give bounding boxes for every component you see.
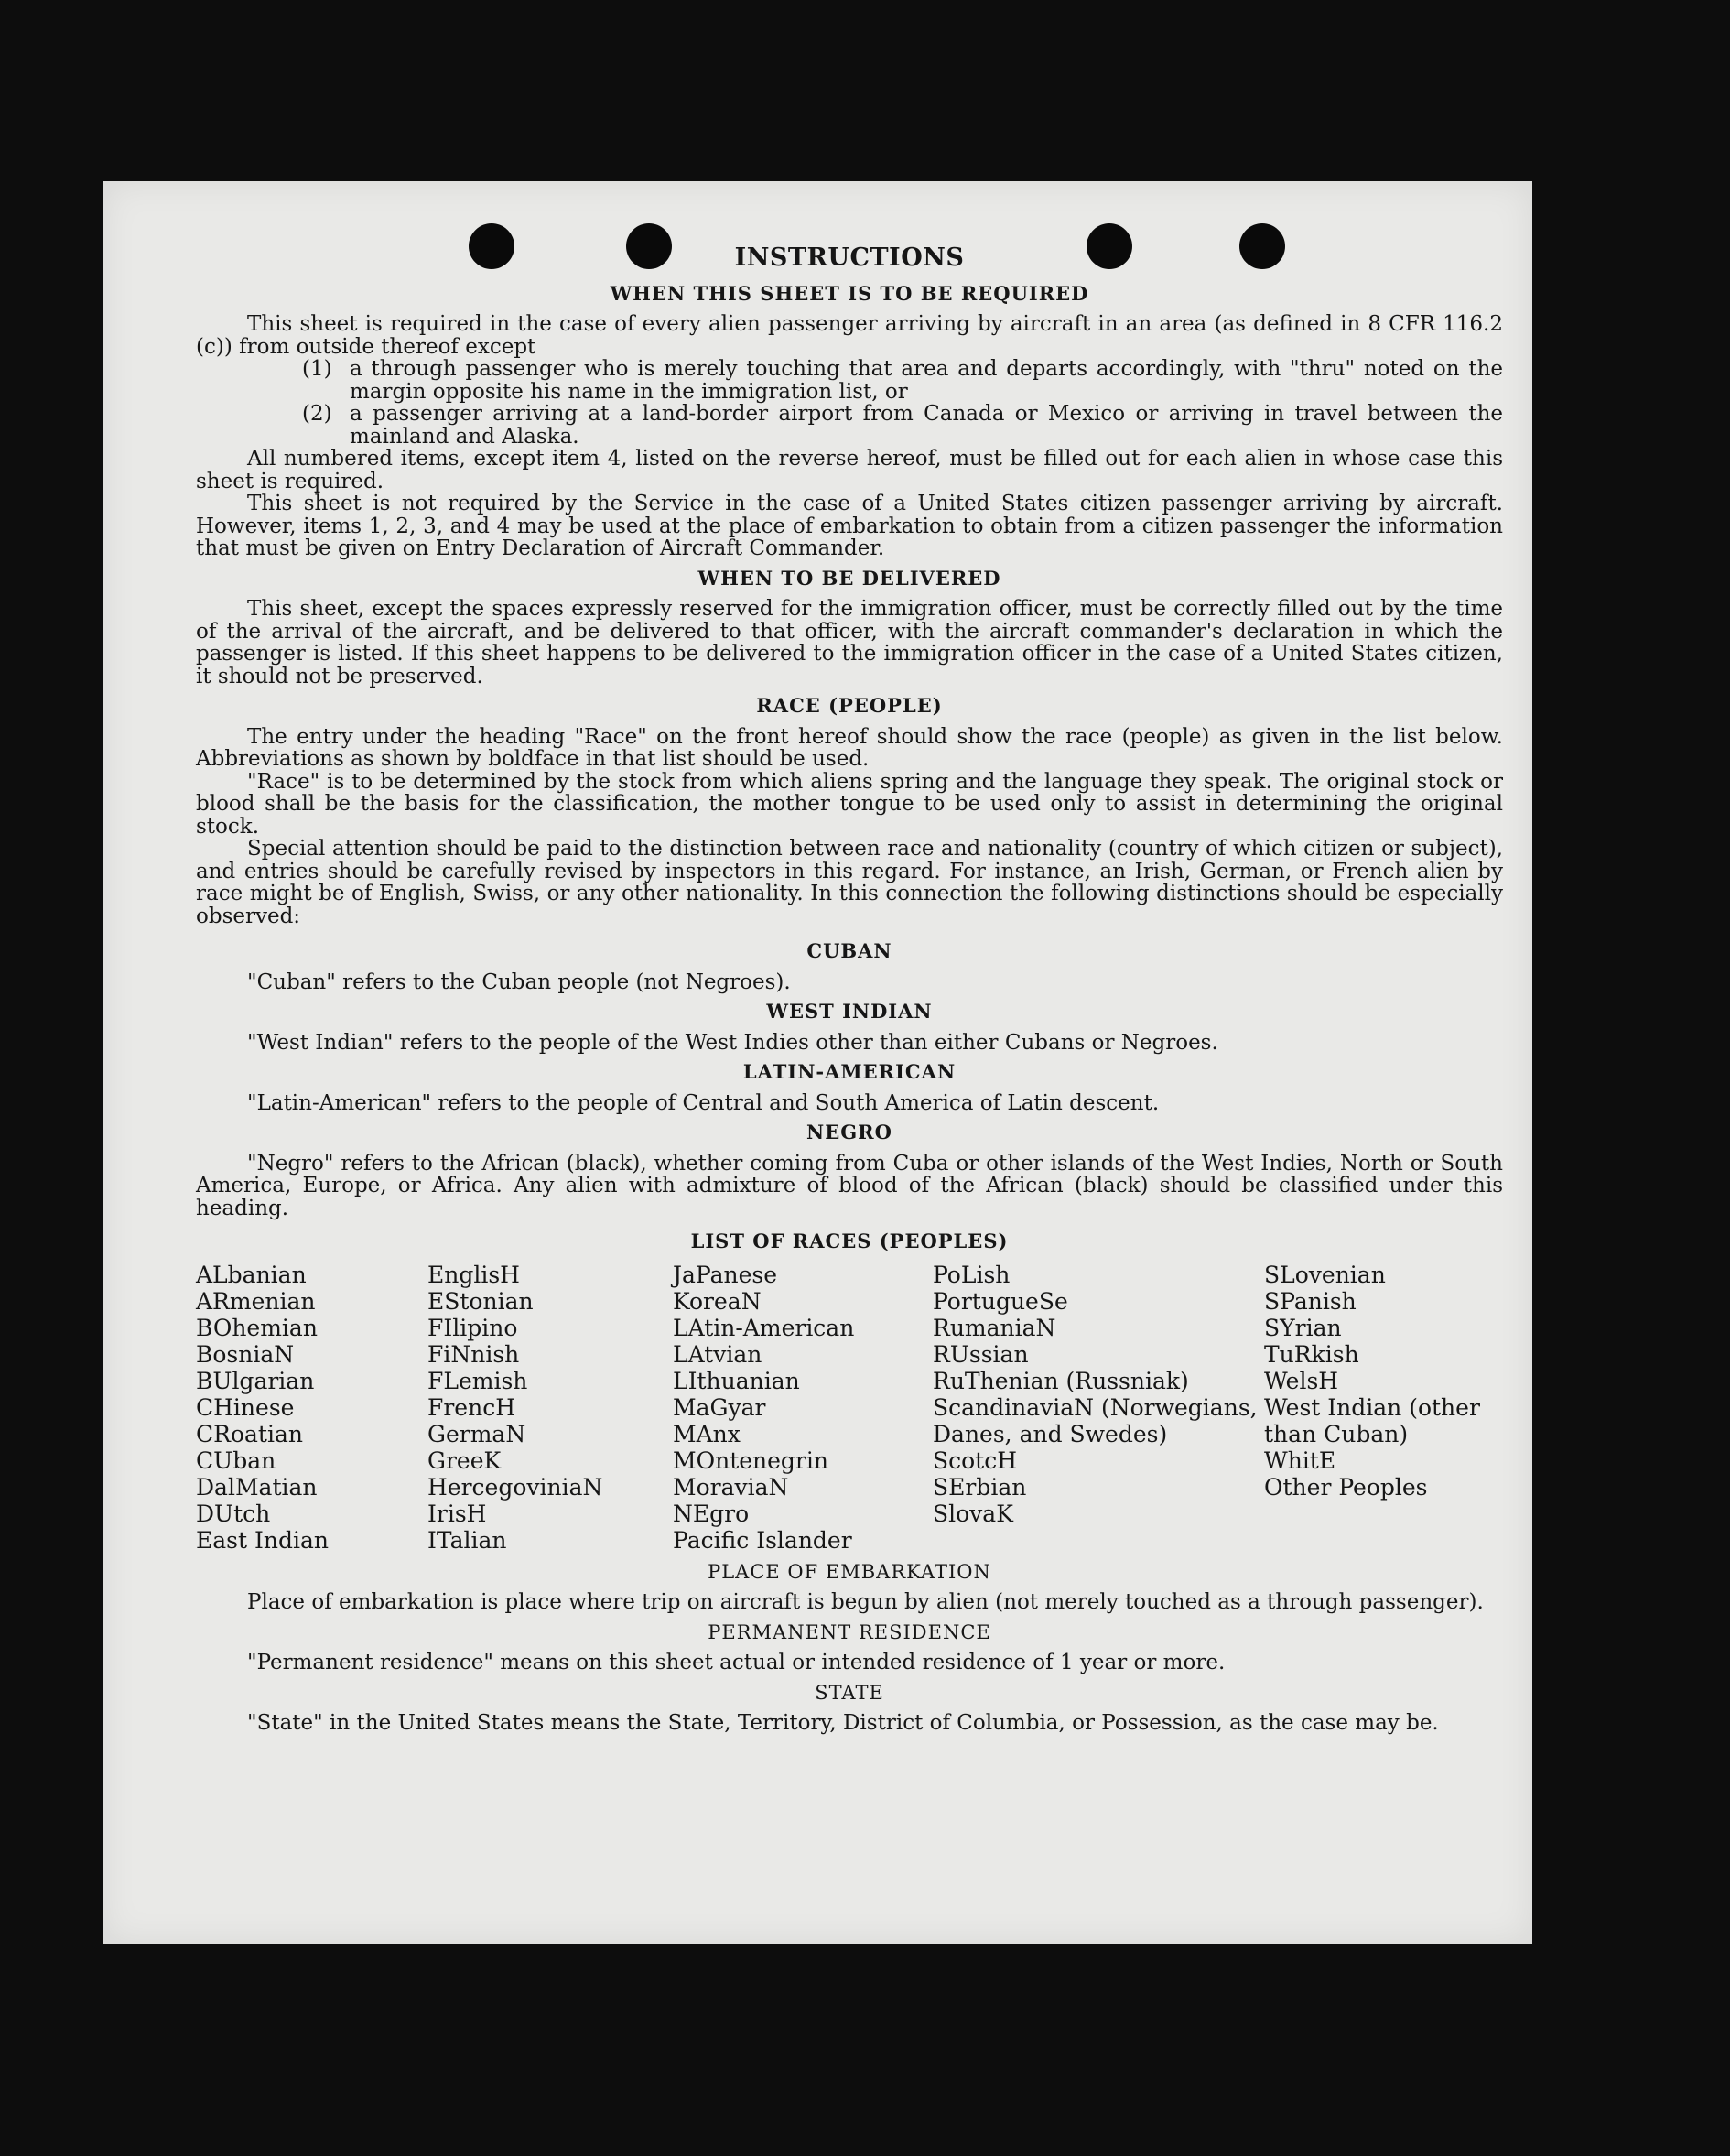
race-item: GreeK bbox=[427, 1446, 502, 1474]
paragraph: The entry under the heading "Race" on the front hereof should show the race (people) as given in the list below. Abbreviations as shown by boldface in that list should be used. bbox=[196, 724, 1503, 771]
race-item: MOntenegrin bbox=[673, 1446, 828, 1474]
section-heading: PERMANENT RESIDENCE bbox=[708, 1620, 991, 1643]
race-item: Other Peoples bbox=[1264, 1473, 1428, 1501]
race-item: LIthuanian bbox=[673, 1367, 800, 1394]
race-item: DUtch bbox=[196, 1500, 271, 1527]
race-item: BUlgarian bbox=[196, 1367, 315, 1394]
race-item: Pacific Islander bbox=[673, 1526, 852, 1554]
numbered-item bbox=[196, 358, 1503, 403]
race-item: PoLish bbox=[933, 1261, 1011, 1288]
race-item: RumaniaN bbox=[933, 1314, 1056, 1341]
race-item: EStonian bbox=[427, 1287, 534, 1315]
race-item: GermaN bbox=[427, 1420, 526, 1447]
instructions-body bbox=[196, 244, 1503, 1735]
race-item: East Indian bbox=[196, 1526, 329, 1554]
section-heading: LIST OF RACES (PEOPLES) bbox=[690, 1230, 1009, 1252]
section-heading: NEGRO bbox=[806, 1121, 892, 1143]
section-heading: WHEN THIS SHEET IS TO BE REQUIRED bbox=[610, 281, 1089, 305]
paragraph: "West Indian" refers to the people of the West Indies other than either Cubans or Negroes. bbox=[247, 1030, 1218, 1055]
paragraph: Special attention should be paid to the distinction between race and nationality (country of which citizen or subject), and entries should be carefully revised by inspectors in this regard. For instance, an Irish, German, or French alien by race might be of English, Swiss, or any other nationality. In this connection the following distinctions should be especially observed: bbox=[196, 837, 1503, 928]
races-column bbox=[1264, 1262, 1503, 1554]
race-item: NEgro bbox=[673, 1500, 750, 1527]
paragraph: This sheet, except the spaces expressly reserved for the immigration officer, must be correctly filled out by the time of the arrival of the aircraft, and be delivered to that officer, with the aircraft commander's declaration in which the passenger is listed. If this sheet happens to be delivered to the immigration officer in the case of a United States citizen, it should not be preserved. bbox=[196, 597, 1503, 688]
paragraph: Place of embarkation is place where trip on aircraft is begun by alien (not merely touched as a through passenger). bbox=[247, 1590, 1484, 1614]
section-heading: WHEN TO BE DELIVERED bbox=[697, 566, 1001, 590]
paragraph: "Latin-American" refers to the people of Central and South America of Latin descent. bbox=[247, 1090, 1160, 1115]
race-item: LAtvian bbox=[673, 1340, 762, 1368]
race-item: ARmenian bbox=[196, 1287, 316, 1315]
race-item: EnglisH bbox=[427, 1261, 520, 1288]
section-heading: LATIN-AMERICAN bbox=[742, 1060, 957, 1083]
race-item: CHinese bbox=[196, 1393, 295, 1421]
races-column bbox=[427, 1262, 673, 1554]
race-item: MAnx bbox=[673, 1420, 741, 1447]
item-text: a through passenger who is merely touching that area and departs accordingly, with "thru" noted on the margin opposite his name in the immigration list, or bbox=[350, 357, 1503, 404]
race-item: FrencH bbox=[427, 1393, 515, 1421]
section-heading: CUBAN bbox=[806, 939, 892, 962]
page-title: INSTRUCTIONS bbox=[734, 244, 965, 272]
section-heading: RACE (PEOPLE) bbox=[756, 694, 943, 717]
race-item: PortugueSe bbox=[933, 1287, 1068, 1315]
document-sheet bbox=[103, 181, 1532, 1944]
paragraph: "Cuban" refers to the Cuban people (not Negroes). bbox=[247, 970, 791, 994]
races-list bbox=[196, 1262, 1503, 1554]
races-column bbox=[933, 1262, 1264, 1554]
races-column bbox=[673, 1262, 933, 1554]
numbered-item bbox=[196, 403, 1503, 448]
race-item: SLovenian bbox=[1264, 1261, 1386, 1288]
race-item: ITalian bbox=[427, 1526, 507, 1554]
race-item: SErbian bbox=[933, 1473, 1027, 1501]
race-item: FIlipino bbox=[427, 1314, 518, 1341]
race-item: KoreaN bbox=[673, 1287, 762, 1315]
race-item: CRoatian bbox=[196, 1420, 303, 1447]
item-number: (1) bbox=[302, 357, 332, 381]
race-item: SYrian bbox=[1264, 1314, 1342, 1341]
race-item: CUban bbox=[196, 1446, 276, 1474]
race-item: RuThenian (Russniak) bbox=[933, 1367, 1189, 1394]
paragraph: "Race" is to be determined by the stock from which aliens spring and the language they speak. The original stock or blood shall be the basis for the classification, the mother tongue to be used only to assist in determining the original stock. bbox=[196, 769, 1503, 839]
race-item: ScotcH bbox=[933, 1446, 1018, 1474]
race-item: JaPanese bbox=[673, 1261, 778, 1288]
race-item: FLemish bbox=[427, 1367, 528, 1394]
paragraph: "Negro" refers to the African (black), whether coming from Cuba or other islands of the West Indies, North or South America, Europe, or Africa. Any alien with admixture of blood of the African (black) should be classified under this heading. bbox=[196, 1151, 1503, 1220]
paragraph: This sheet is required in the case of every alien passenger arriving by aircraft in an area (as defined in 8 CFR 116.2 (c)) from outside thereof except bbox=[196, 312, 1503, 359]
race-item: IrisH bbox=[427, 1500, 487, 1527]
item-number: (2) bbox=[302, 402, 332, 426]
race-item: BOhemian bbox=[196, 1314, 318, 1341]
section-heading: PLACE OF EMBARKATION bbox=[708, 1560, 991, 1583]
paragraph: "State" in the United States means the State, Territory, District of Columbia, or Possession, as the case may be. bbox=[247, 1711, 1439, 1735]
race-item: WhitE bbox=[1264, 1446, 1336, 1474]
race-item: FiNnish bbox=[427, 1340, 520, 1368]
race-item: WelsH bbox=[1264, 1367, 1339, 1394]
race-item: West Indian (other than Cuban) bbox=[1264, 1393, 1480, 1447]
race-item: DalMatian bbox=[196, 1473, 318, 1501]
race-item: SPanish bbox=[1264, 1287, 1357, 1315]
paragraph: This sheet is not required by the Service in the case of a United States citizen passenger arriving by aircraft. However, items 1, 2, 3, and 4 may be used at the place of embarkation to obtain from a citizen passenger the information that must be given on Entry Declaration of Aircraft Commander. bbox=[196, 492, 1503, 560]
item-text: a passenger arriving at a land-border airport from Canada or Mexico or arriving in travel between the mainland and Alaska. bbox=[350, 402, 1503, 449]
races-column bbox=[196, 1262, 427, 1554]
race-item: RUssian bbox=[933, 1340, 1029, 1368]
race-item: TuRkish bbox=[1264, 1340, 1359, 1368]
race-item: HercegoviniaN bbox=[427, 1473, 603, 1501]
race-item: ScandinaviaN (Norwegians, Danes, and Swedes) bbox=[933, 1393, 1258, 1447]
paragraph: All numbered items, except item 4, listed on the reverse hereof, must be filled out for each alien in whose case this sheet is required. bbox=[196, 447, 1503, 493]
race-item: ALbanian bbox=[196, 1261, 307, 1288]
section-heading: WEST INDIAN bbox=[766, 1000, 933, 1023]
race-item: BosniaN bbox=[196, 1340, 295, 1368]
race-item: MaGyar bbox=[673, 1393, 766, 1421]
race-item: MoraviaN bbox=[673, 1473, 789, 1501]
race-item: SlovaK bbox=[933, 1500, 1013, 1527]
section-heading: STATE bbox=[815, 1681, 884, 1704]
paragraph: "Permanent residence" means on this sheet actual or intended residence of 1 year or more. bbox=[247, 1651, 1226, 1674]
race-item: LAtin-American bbox=[673, 1314, 855, 1341]
